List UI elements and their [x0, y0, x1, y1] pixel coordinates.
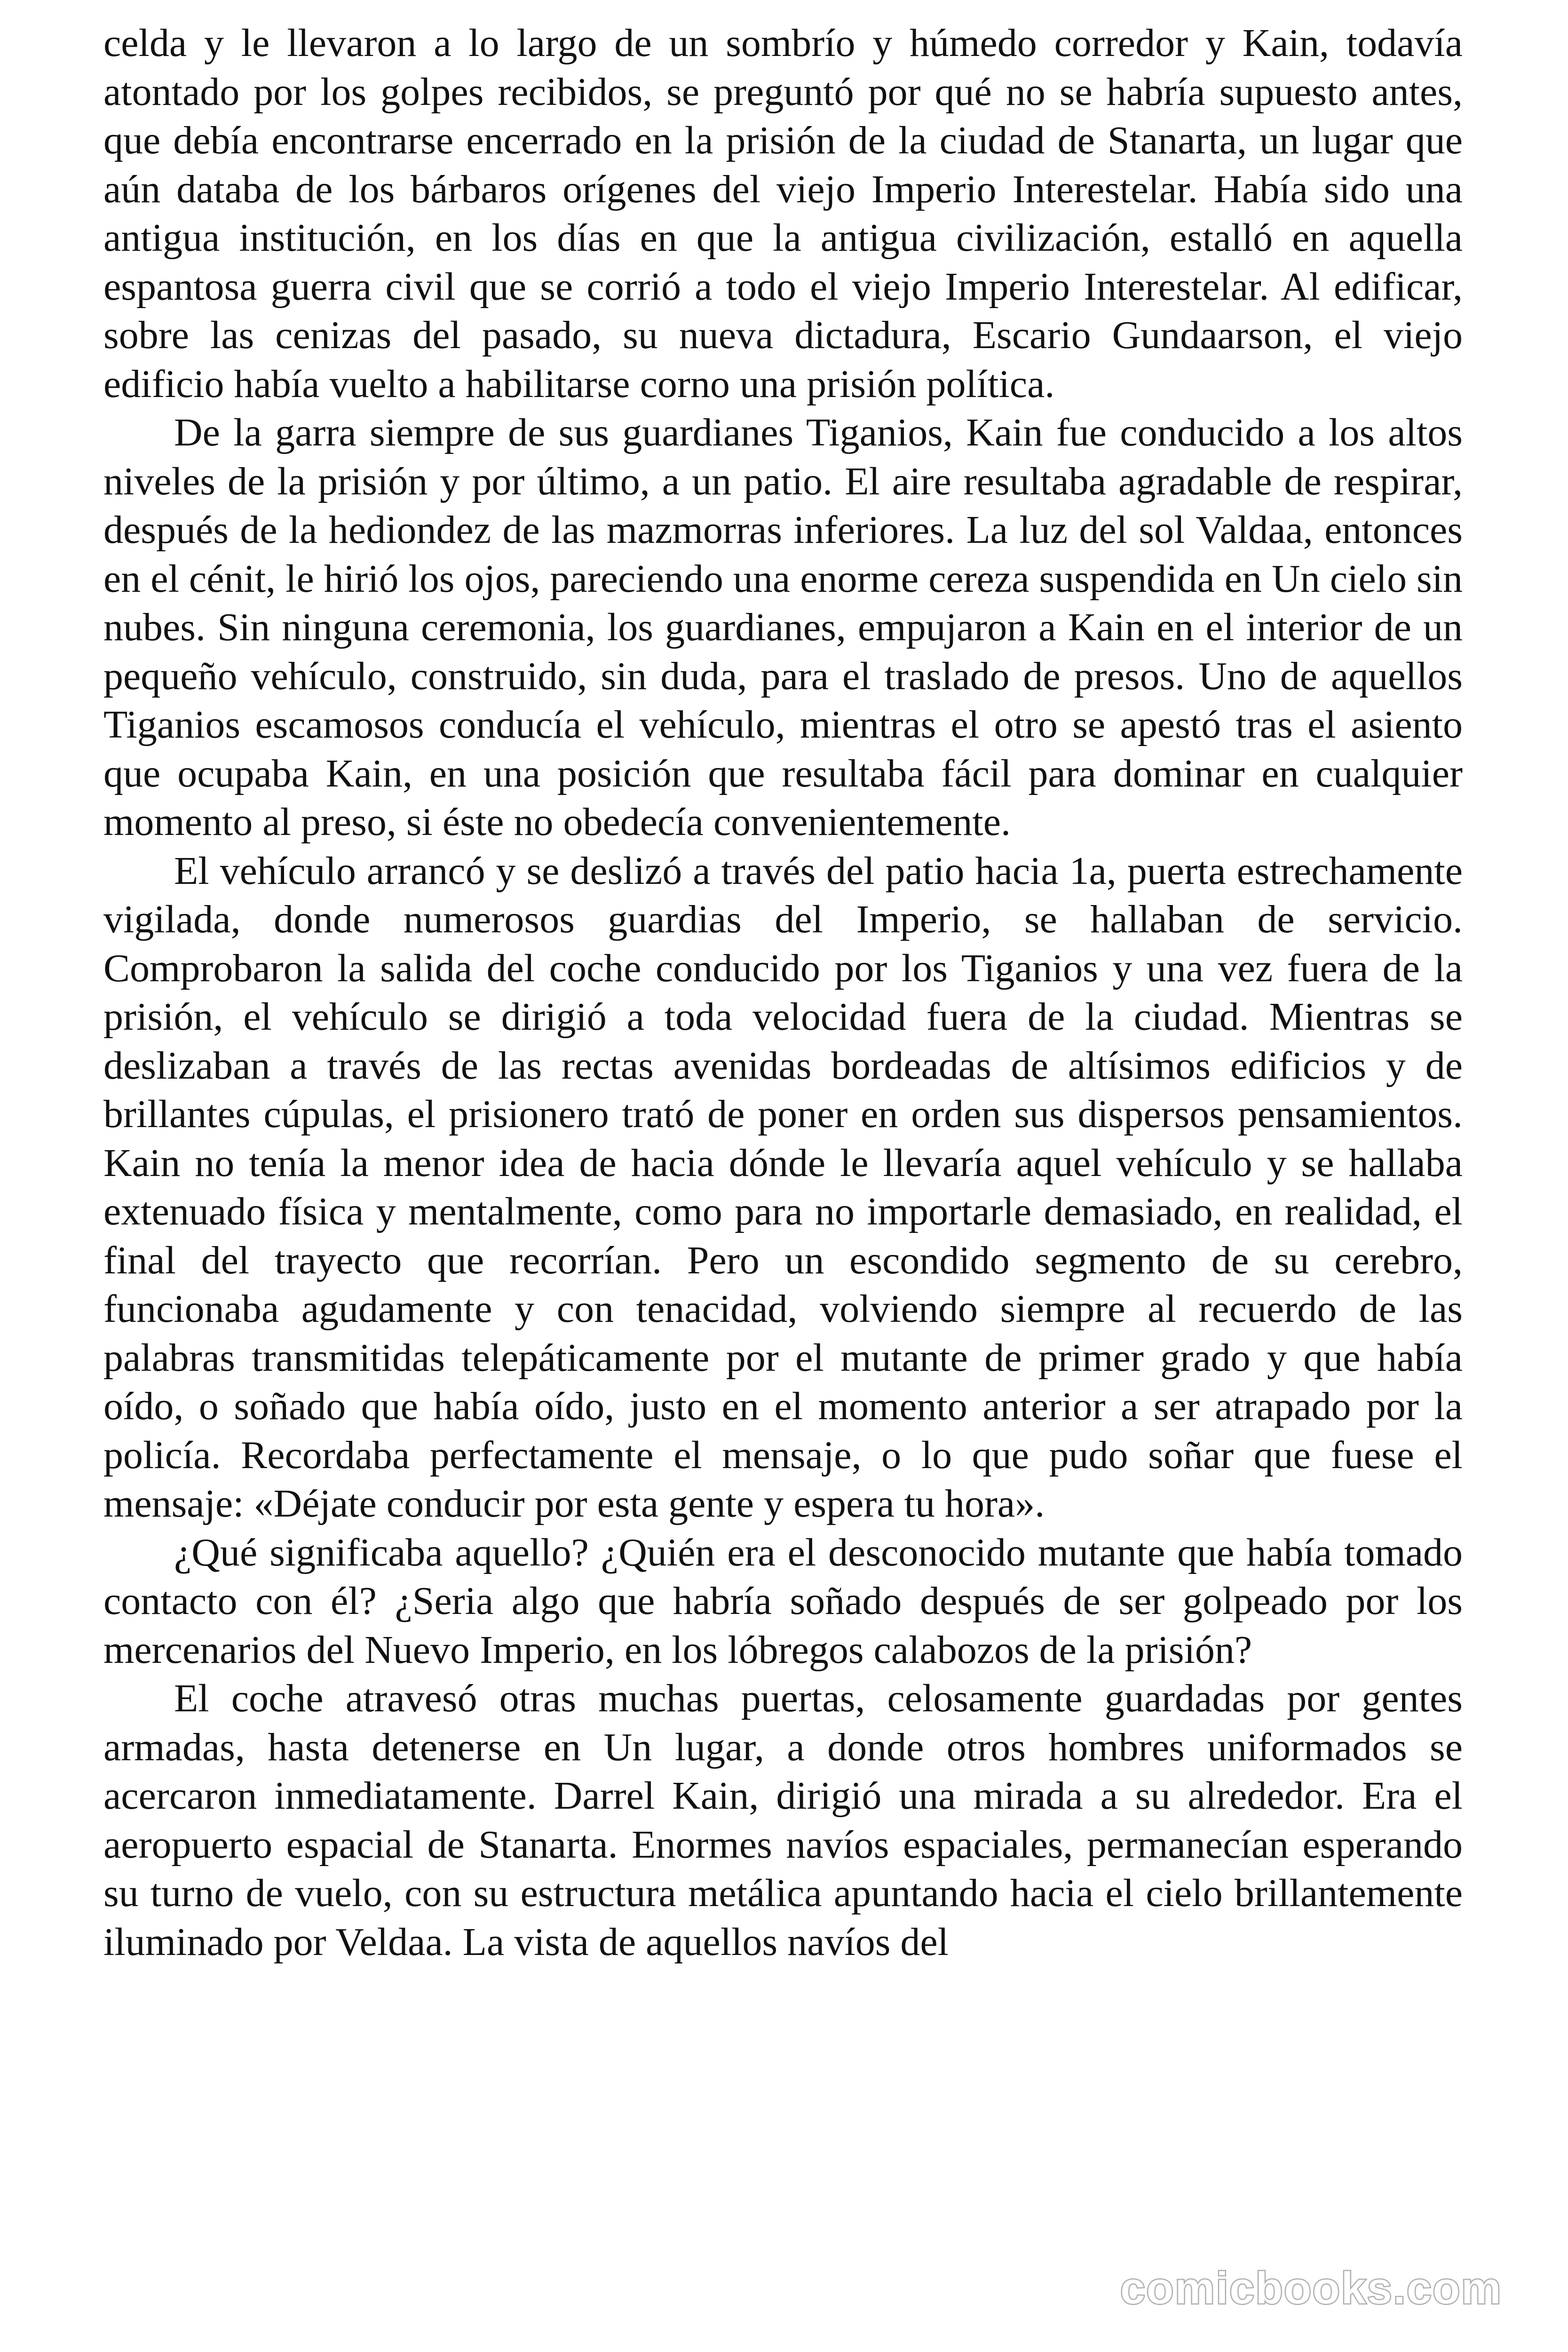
paragraph-5: El coche atravesó otras muchas puertas, celosamente guardadas por gentes armadas, hasta detenerse en Un lugar, a donde otros hombres uniformados se acercaron inmediatamente. Darrel Kain, dirigió una mirada a su alrededor. Era el aeropuerto espacial de Stanarta. Enormes navíos espaciales, permanecían esperando su turno de vuelo, con su estructura metálica apuntando hacia el cielo brillantemente iluminado por Veldaa. La vista de aquellos navíos del: [103, 1677, 1463, 1964]
paragraph-2: De la garra siempre de sus guardianes Tiganios, Kain fue conducido a los altos niveles de la prisión y por último, a un patio. El aire resultaba agradable de respirar, después de la hediondez de las mazmorras inferiores. La luz del sol Valdaa, entonces en el cénit, le hirió los ojos, pareciendo una enorme cereza suspendida en Un cielo sin nubes. Sin ninguna ceremonia, los guardianes, empujaron a Kain en el interior de un pequeño vehículo, construido, sin duda, para el traslado de presos. Uno de aquellos Tiganios escamosos conducía el vehículo, mientras el otro se apestó tras el asiento que ocupaba Kain, en una posición que resultaba fácil para dominar en cualquier momento al preso, si éste no obedecía convenientemente.: [103, 411, 1463, 844]
paragraph-3: El vehículo arrancó y se deslizó a través del patio hacia 1a, puerta estrechamente vigilada, donde numerosos guardias del Imperio, se hallaban de servicio. Comprobaron la salida del coche conducido por los Tiganios y una vez fuera de la prisión, el vehículo se dirigió a toda velocidad fuera de la ciudad. Mientras se deslizaban a través de las rectas avenidas bordeadas de altísimos edificios y de brillantes cúpulas, el prisionero trató de poner en orden sus dispersos pensamientos. Kain no tenía la menor idea de hacia dónde le llevaría aquel vehículo y se hallaba extenuado física y mentalmente, como para no importarle demasiado, en realidad, el final del trayecto que recorrían. Pero un escondido segmento de su cerebro, funcionaba agudamente y con tenacidad, volviendo siempre al recuerdo de las palabras transmitidas telepáticamente por el mutante de primer grado y que había oído, o soñado que había oído, justo en el momento anterior a ser atrapado por la policía. Recordaba perfectamente el mensaje, o lo que pudo soñar que fuese el mensaje: «Déjate conducir por esta gente y espera tu hora».: [103, 849, 1463, 1526]
watermark: comicbooks.com: [1120, 2263, 1502, 2313]
body-text: [103, 19, 1463, 1966]
paragraph-4: ¿Qué significaba aquello? ¿Quién era el desconocido mutante que había tomado contacto con él? ¿Seria algo que habría soñado después de ser golpeado por los mercenarios del Nuevo Imperio, en los lóbregos calabozos de la prisión?: [103, 1530, 1463, 1672]
paragraph-1: celda y le llevaron a lo largo de un sombrío y húmedo corredor y Kain, todavía atontado por los golpes recibidos, se preguntó por qué no se habría supuesto antes, que debía encontrarse encerrado en la prisión de la ciudad de Stanarta, un lugar que aún databa de los bárbaros orígenes del viejo Imperio Interestelar. Había sido una antigua institución, en los días en que la antigua civilización, estalló en aquella espantosa guerra civil que se corrió a todo el viejo Imperio Interestelar. Al edificar, sobre las cenizas del pasado, su nueva dictadura, Escario Gundaarson, el viejo edificio había vuelto a habilitarse corno una prisión política.: [103, 21, 1463, 406]
